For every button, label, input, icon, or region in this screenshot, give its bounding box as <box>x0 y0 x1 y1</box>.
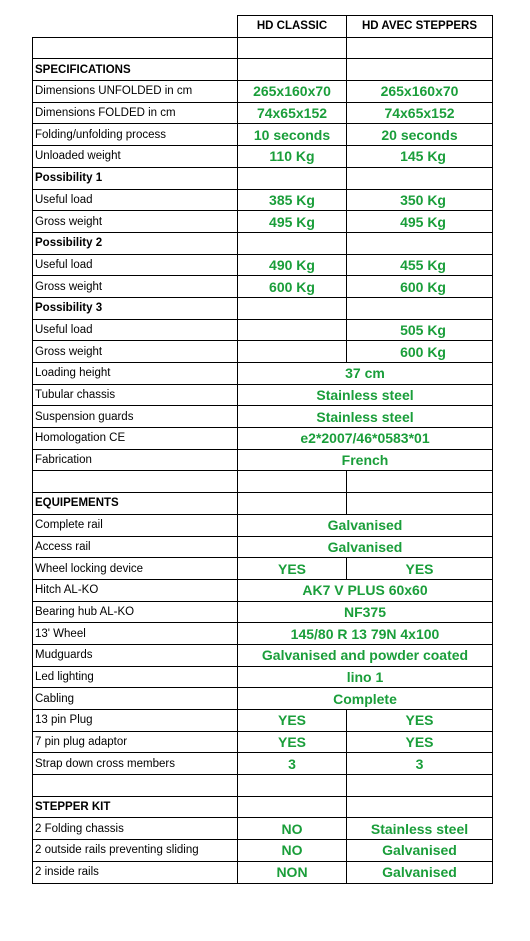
spec-row-loading-height <box>33 363 493 385</box>
spec-label: 2 inside rails <box>33 861 238 883</box>
value-hd-avec-steppers: 600 Kg <box>347 276 493 298</box>
empty-cell <box>238 796 347 818</box>
value-both-models: Stainless steel <box>238 406 493 428</box>
spec-label: Strap down cross members <box>33 753 238 775</box>
empty-cell <box>238 493 347 515</box>
value-hd-classic: 265x160x70 <box>238 81 347 103</box>
spec-row-useful-load <box>33 319 493 341</box>
value-hd-avec-steppers: Galvanised <box>347 840 493 862</box>
empty-cell <box>347 796 493 818</box>
section-heading: Possibility 2 <box>33 232 238 254</box>
value-hd-classic: YES <box>238 731 347 753</box>
spec-label: 13 pin Plug <box>33 710 238 732</box>
spec-label: Useful load <box>33 254 238 276</box>
spec-label: Mudguards <box>33 644 238 666</box>
section-heading: Possibility 3 <box>33 297 238 319</box>
spacer-row <box>33 37 493 59</box>
value-hd-avec-steppers: 265x160x70 <box>347 81 493 103</box>
value-hd-avec-steppers: 3 <box>347 753 493 775</box>
section-heading: STEPPER KIT <box>33 796 238 818</box>
empty-cell <box>347 59 493 81</box>
spec-row-suspension-guards <box>33 406 493 428</box>
value-hd-avec-steppers: Galvanised <box>347 861 493 883</box>
spec-row-wheel-locking-device <box>33 558 493 580</box>
spec-label: Tubular chassis <box>33 384 238 406</box>
spec-label: Useful load <box>33 189 238 211</box>
spec-label: Loading height <box>33 363 238 385</box>
spec-row-gross-weight <box>33 276 493 298</box>
value-hd-avec-steppers: Stainless steel <box>347 818 493 840</box>
spec-label: Led lighting <box>33 666 238 688</box>
spec-row-hitch-al-ko <box>33 579 493 601</box>
empty-cell <box>347 471 493 493</box>
spec-label: 2 Folding chassis <box>33 818 238 840</box>
spec-row-tubular-chassis <box>33 384 493 406</box>
value-both-models: Galvanised <box>238 514 493 536</box>
value-both-models: NF375 <box>238 601 493 623</box>
value-hd-avec-steppers: 600 Kg <box>347 341 493 363</box>
spec-table-body <box>33 16 493 884</box>
value-both-models: 37 cm <box>238 363 493 385</box>
spec-row-useful-load <box>33 189 493 211</box>
spec-label: Folding/unfolding process <box>33 124 238 146</box>
spec-row-led-lighting <box>33 666 493 688</box>
empty-cell <box>238 775 347 797</box>
empty-cell <box>33 37 238 59</box>
spec-row-13-wheel <box>33 623 493 645</box>
spec-label: Hitch AL-KO <box>33 579 238 601</box>
value-hd-classic <box>238 319 347 341</box>
empty-cell <box>238 59 347 81</box>
empty-cell <box>347 297 493 319</box>
empty-cell <box>238 471 347 493</box>
section-row-stepper-kit <box>33 796 493 818</box>
empty-cell <box>347 37 493 59</box>
spec-label: Gross weight <box>33 211 238 233</box>
value-hd-avec-steppers: 495 Kg <box>347 211 493 233</box>
value-hd-avec-steppers: 74x65x152 <box>347 102 493 124</box>
spec-label: Complete rail <box>33 514 238 536</box>
value-hd-classic: 110 Kg <box>238 146 347 168</box>
spec-row-2-outside-rails-preventing-sliding <box>33 840 493 862</box>
value-both-models: lino 1 <box>238 666 493 688</box>
value-hd-avec-steppers: 350 Kg <box>347 189 493 211</box>
spec-row-7-pin-plug-adaptor <box>33 731 493 753</box>
empty-cell <box>347 493 493 515</box>
spec-row-13-pin-plug <box>33 710 493 732</box>
spec-row-useful-load <box>33 254 493 276</box>
spec-table <box>32 15 493 884</box>
section-row-possibility-3 <box>33 297 493 319</box>
value-hd-classic: 3 <box>238 753 347 775</box>
value-hd-classic <box>238 341 347 363</box>
spec-row-bearing-hub-al-ko <box>33 601 493 623</box>
section-heading: EQUIPEMENTS <box>33 493 238 515</box>
empty-cell <box>238 37 347 59</box>
value-hd-classic: 10 seconds <box>238 124 347 146</box>
value-hd-classic: NON <box>238 861 347 883</box>
spec-label: Unloaded weight <box>33 146 238 168</box>
value-hd-avec-steppers: 20 seconds <box>347 124 493 146</box>
spec-row-complete-rail <box>33 514 493 536</box>
empty-cell <box>238 297 347 319</box>
empty-cell <box>238 232 347 254</box>
spacer-row <box>33 471 493 493</box>
value-hd-classic: 385 Kg <box>238 189 347 211</box>
section-row-possibility-2 <box>33 232 493 254</box>
spec-label: Wheel locking device <box>33 558 238 580</box>
value-hd-avec-steppers: YES <box>347 558 493 580</box>
spec-label: Gross weight <box>33 276 238 298</box>
spec-label: Dimensions FOLDED in cm <box>33 102 238 124</box>
column-header-hd-avec-steppers: HD AVEC STEPPERS <box>347 16 493 38</box>
spec-row-strap-down-cross-members <box>33 753 493 775</box>
spec-row-fabrication <box>33 449 493 471</box>
value-hd-classic: 600 Kg <box>238 276 347 298</box>
spacer-row <box>33 775 493 797</box>
value-both-models: e2*2007/46*0583*01 <box>238 428 493 450</box>
spec-row-mudguards <box>33 644 493 666</box>
value-both-models: AK7 V PLUS 60x60 <box>238 579 493 601</box>
spec-row-gross-weight <box>33 341 493 363</box>
spec-label: 7 pin plug adaptor <box>33 731 238 753</box>
spec-label: Gross weight <box>33 341 238 363</box>
empty-cell <box>33 775 238 797</box>
value-hd-avec-steppers: 455 Kg <box>347 254 493 276</box>
value-hd-classic: YES <box>238 710 347 732</box>
empty-cell <box>347 232 493 254</box>
spec-label: Useful load <box>33 319 238 341</box>
section-row-specifications <box>33 59 493 81</box>
value-both-models: Galvanised and powder coated <box>238 644 493 666</box>
value-hd-avec-steppers: 505 Kg <box>347 319 493 341</box>
spec-label: Suspension guards <box>33 406 238 428</box>
spec-label: Fabrication <box>33 449 238 471</box>
value-hd-classic: NO <box>238 840 347 862</box>
value-hd-classic: YES <box>238 558 347 580</box>
empty-cell <box>33 471 238 493</box>
value-hd-avec-steppers: YES <box>347 710 493 732</box>
spec-row-unloaded-weight <box>33 146 493 168</box>
section-row-possibility-1 <box>33 167 493 189</box>
spec-row-2-folding-chassis <box>33 818 493 840</box>
column-header-hd-classic: HD CLASSIC <box>238 16 347 38</box>
value-hd-classic: 495 Kg <box>238 211 347 233</box>
spec-label: 13' Wheel <box>33 623 238 645</box>
header-row <box>33 16 493 38</box>
value-both-models: Stainless steel <box>238 384 493 406</box>
spec-row-access-rail <box>33 536 493 558</box>
spec-row-homologation-ce <box>33 428 493 450</box>
spec-label: Homologation CE <box>33 428 238 450</box>
empty-cell <box>238 167 347 189</box>
spec-row-cabling <box>33 688 493 710</box>
value-both-models: Complete <box>238 688 493 710</box>
spec-label: Cabling <box>33 688 238 710</box>
value-hd-avec-steppers: 145 Kg <box>347 146 493 168</box>
empty-cell <box>347 167 493 189</box>
section-heading: Possibility 1 <box>33 167 238 189</box>
value-hd-classic: NO <box>238 818 347 840</box>
value-hd-classic: 74x65x152 <box>238 102 347 124</box>
value-hd-classic: 490 Kg <box>238 254 347 276</box>
spec-row-folding-unfolding-process <box>33 124 493 146</box>
spec-label: Dimensions UNFOLDED in cm <box>33 81 238 103</box>
value-hd-avec-steppers: YES <box>347 731 493 753</box>
spec-row-dimensions-folded-in-cm <box>33 102 493 124</box>
spec-row-2-inside-rails <box>33 861 493 883</box>
spec-label: 2 outside rails preventing sliding <box>33 840 238 862</box>
spec-row-gross-weight <box>33 211 493 233</box>
section-heading: SPECIFICATIONS <box>33 59 238 81</box>
value-both-models: 145/80 R 13 79N 4x100 <box>238 623 493 645</box>
section-row-equipements <box>33 493 493 515</box>
empty-cell <box>347 775 493 797</box>
spec-label: Bearing hub AL-KO <box>33 601 238 623</box>
value-both-models: French <box>238 449 493 471</box>
spec-label: Access rail <box>33 536 238 558</box>
spec-row-dimensions-unfolded-in-cm <box>33 81 493 103</box>
value-both-models: Galvanised <box>238 536 493 558</box>
header-empty-cell <box>33 16 238 38</box>
